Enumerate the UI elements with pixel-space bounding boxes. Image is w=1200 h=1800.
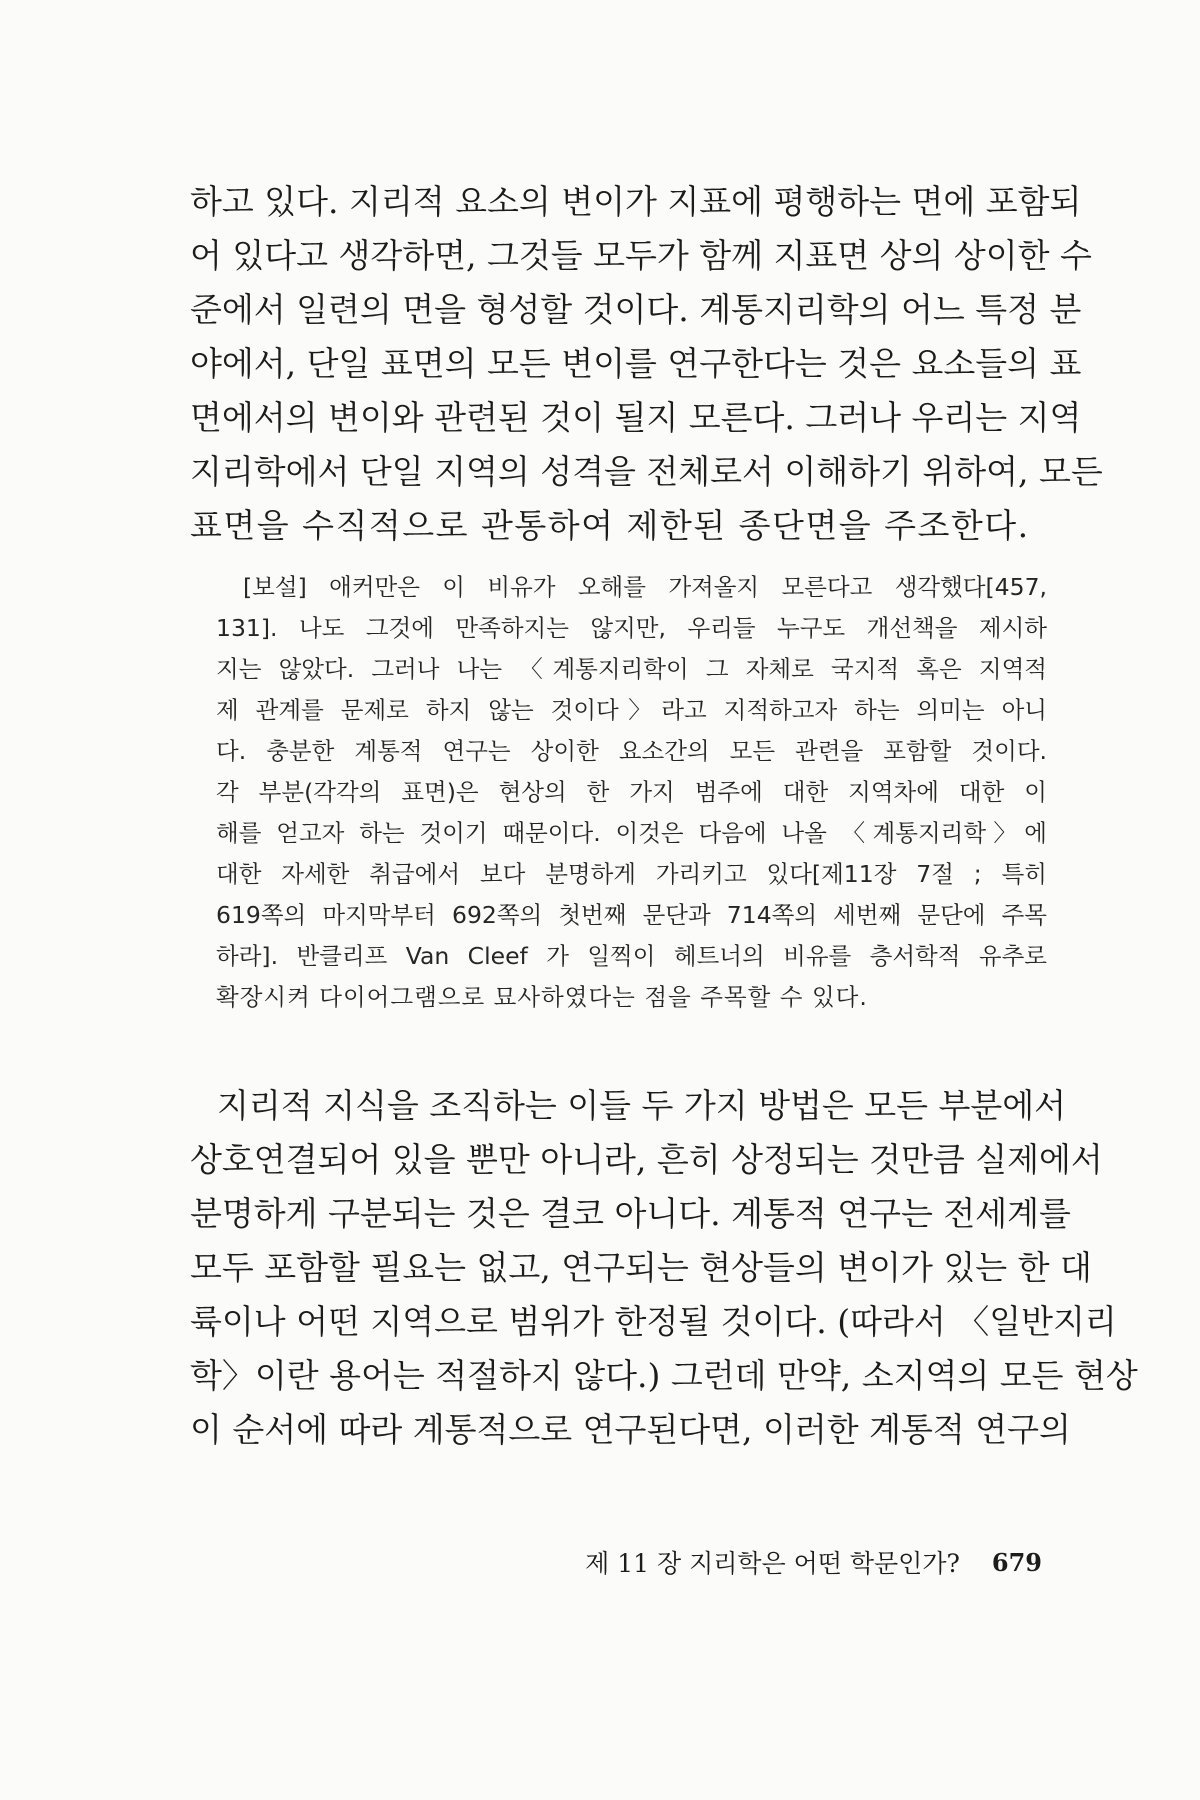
- note-line: 619쪽의 마지막부터 692쪽의 첫번째 문단과 714쪽의 세번째 문단에 주목: [216, 901, 1047, 929]
- note-line: 하라]. 반클리프 Van Cleef 가 일찍이 헤트너의 비유를 층서학적 유추로: [216, 942, 1047, 970]
- paragraph-bottom-line: 분명하게 구분되는 것은 결코 아니다. 계통적 연구는 전세계를: [190, 1194, 1071, 1233]
- page-number: 679: [991, 1547, 1042, 1577]
- paragraph-bottom-line: 륙이나 어떤 지역으로 범위가 한정될 것이다. (따라서 〈일반지리: [190, 1302, 1117, 1341]
- paragraph-bottom-line: 상호연결되어 있을 뿐만 아니라, 흔히 상정되는 것만큼 실제에서: [190, 1140, 1103, 1179]
- paragraph-bottom-line: 학〉이란 용어는 적절하지 않다.) 그런데 만약, 소지역의 모든 현상: [190, 1356, 1138, 1395]
- paragraph-bottom-line: 이 순서에 따라 계통적으로 연구된다면, 이러한 계통적 연구의: [190, 1410, 1071, 1449]
- paragraph-top-line: 지리학에서 단일 지역의 성격을 전체로서 이해하기 위하여, 모든: [190, 452, 1103, 491]
- paragraph-bottom-line: 지리적 지식을 조직하는 이들 두 가지 방법은 모든 부분에서: [217, 1086, 1066, 1125]
- paragraph-bottom-line: 모두 포함할 필요는 없고, 연구되는 현상들의 변이가 있는 한 대: [190, 1248, 1092, 1287]
- note-line: 다. 충분한 계통적 연구는 상이한 요소간의 모든 관련을 포함할 것이다.: [216, 737, 1047, 765]
- page-footer: [560, 1542, 1042, 1582]
- paragraph-top-line: 준에서 일련의 면을 형성할 것이다. 계통지리학의 어느 특정 분: [190, 290, 1082, 329]
- paragraph-top-line: 하고 있다. 지리적 요소의 변이가 지표에 평행하는 면에 포함되: [190, 182, 1082, 221]
- note-line: 각 부분(각각의 표면)은 현상의 한 가지 범주에 대한 지역차에 대한 이: [216, 778, 1047, 806]
- chapter-title: 제 11 장 지리학은 어떤 학문인가?: [585, 1549, 960, 1578]
- paragraph-top-line: 표면을 수직적으로 관통하여 제한된 종단면을 주조한다.: [190, 506, 1030, 545]
- paragraph-top-line: 야에서, 단일 표면의 모든 변이를 연구한다는 것은 요소들의 표: [190, 344, 1082, 383]
- note-line: 지는 않았다. 그러나 나는 〈계통지리학이 그 자체로 국지적 혹은 지역적: [216, 655, 1047, 683]
- note-line: [보설] 애커만은 이 비유가 오해를 가져올지 모른다고 생각했다[457,: [243, 573, 1047, 601]
- note-line: 131]. 나도 그것에 만족하지는 않지만, 우리들 누구도 개선책을 제시하: [216, 614, 1047, 642]
- note-line: 해를 얻고자 하는 것이기 때문이다. 이것은 다음에 나올 〈계통지리학〉에: [216, 819, 1047, 847]
- paragraph-top-line: 어 있다고 생각하면, 그것들 모두가 함께 지표면 상의 상이한 수: [190, 236, 1092, 275]
- note-line: 확장시켜 다이어그램으로 묘사하였다는 점을 주목할 수 있다.: [216, 983, 868, 1011]
- paragraph-top-line: 면에서의 변이와 관련된 것이 될지 모른다. 그러나 우리는 지역: [190, 398, 1082, 437]
- note-line: 대한 자세한 취급에서 보다 분명하게 가리키고 있다[제11장 7절 ; 특히: [216, 860, 1047, 888]
- note-line: 제 관계를 문제로 하지 않는 것이다〉라고 지적하고자 하는 의미는 아니: [216, 696, 1047, 724]
